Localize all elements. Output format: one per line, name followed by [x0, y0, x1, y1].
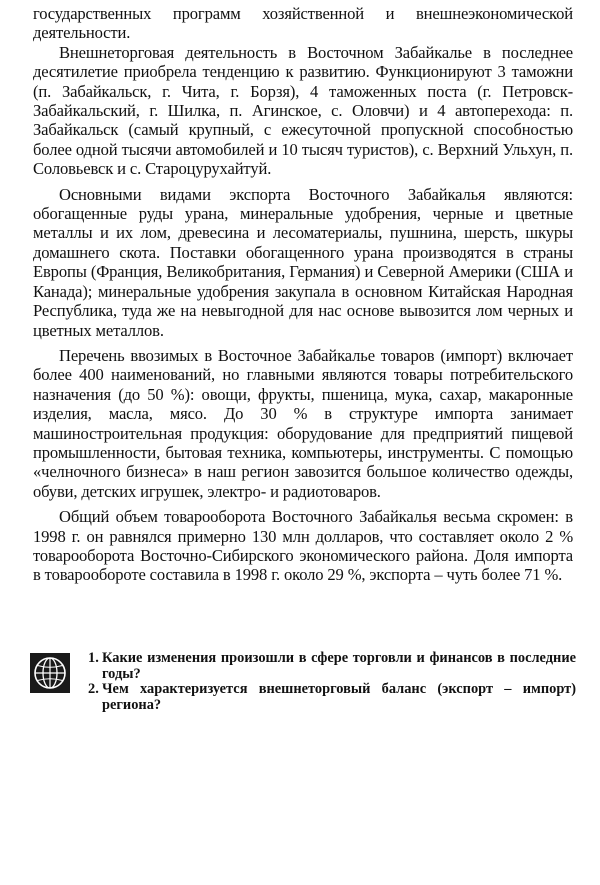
globe-icon — [30, 653, 70, 693]
paragraph-export: Основными видами экспорта Восточного Забайкалья являются: обогащенные руды урана, минеральные удобрения, черные и цветные металлы и их лом, древесина и лесоматериалы, пушнина, шерсть, шкуры домашнего скота. Поставки обогащенного урана производятся в страны Европы (Франция, Великобритания, Германия) и Северной Америки (США и Канада); минеральные удобрения закупала в основном Китайская Народная Республика, туда же на невыгодной для нас основе вывозится лом черных и цветных металлов. — [33, 184, 573, 340]
document-page — [33, 4, 573, 585]
question-item — [88, 682, 576, 713]
question-text: Какие изменения произошли в сфере торговли и финансов в последние годы? — [102, 650, 576, 682]
question-text: Чем характеризуется внешнеторговый баланс (экспорт – импорт) региона? — [102, 681, 576, 713]
paragraph-import: Перечень ввозимых в Восточное Забайкалье товаров (импорт) включает более 400 наименований, но главными являются товары потребительского назначения (до 50 %): овощи, фрукты, пшеница, мука, сахар, макаронные изделия, масла, мясо. До 30 % в структуре импорта занимает машиностроительная продукция: оборудование для предприятий пищевой промышленности, бытовая техника, компьютеры, инструменты. С помощью «челночного бизнеса» в наш регион завозится большое количество одежды, обуви, детских игрушек, электро- и радиотоваров. — [33, 345, 573, 501]
question-number: 1. — [88, 650, 99, 666]
paragraph-continuation: государственных программ хозяйственной и внешнеэкономической деятельности. — [33, 4, 573, 43]
question-list — [88, 651, 576, 713]
question-number: 2. — [88, 681, 99, 697]
globe-icon-graphic — [32, 655, 68, 691]
question-item — [88, 651, 576, 682]
paragraph-foreign-trade: Внешнеторговая деятельность в Восточном Забайкалье в последнее десятилетие приобрела тенденцию к развитию. Функционируют 3 таможни (п. Забайкальск, г. Чита, г. Борзя), 4 таможенных поста (г. Петровск-Забайкальский, г. Шилка, п. Агинское, с. Оловчи) и 4 автоперехода: п. Забайкальск (самый крупный, с ежесуточной пропускной способностью более одной тысячи автомобилей и 10 тысяч туристов), с. Верхний Ульхун, п. Соловьевск и с. Староцурухайтуй. — [33, 42, 573, 179]
review-questions — [30, 651, 576, 713]
paragraph-trade-turnover: Общий объем товарооборота Восточного Забайкалья весьма скромен: в 1998 г. он равнялся примерно 130 млн долларов, что составляет около 2 % товарооборота Восточно-Сибирского экономического района. Доля импорта в товарообороте составила в 1998 г. около 29 %, экспорта – чуть более 71 %. — [33, 507, 573, 585]
